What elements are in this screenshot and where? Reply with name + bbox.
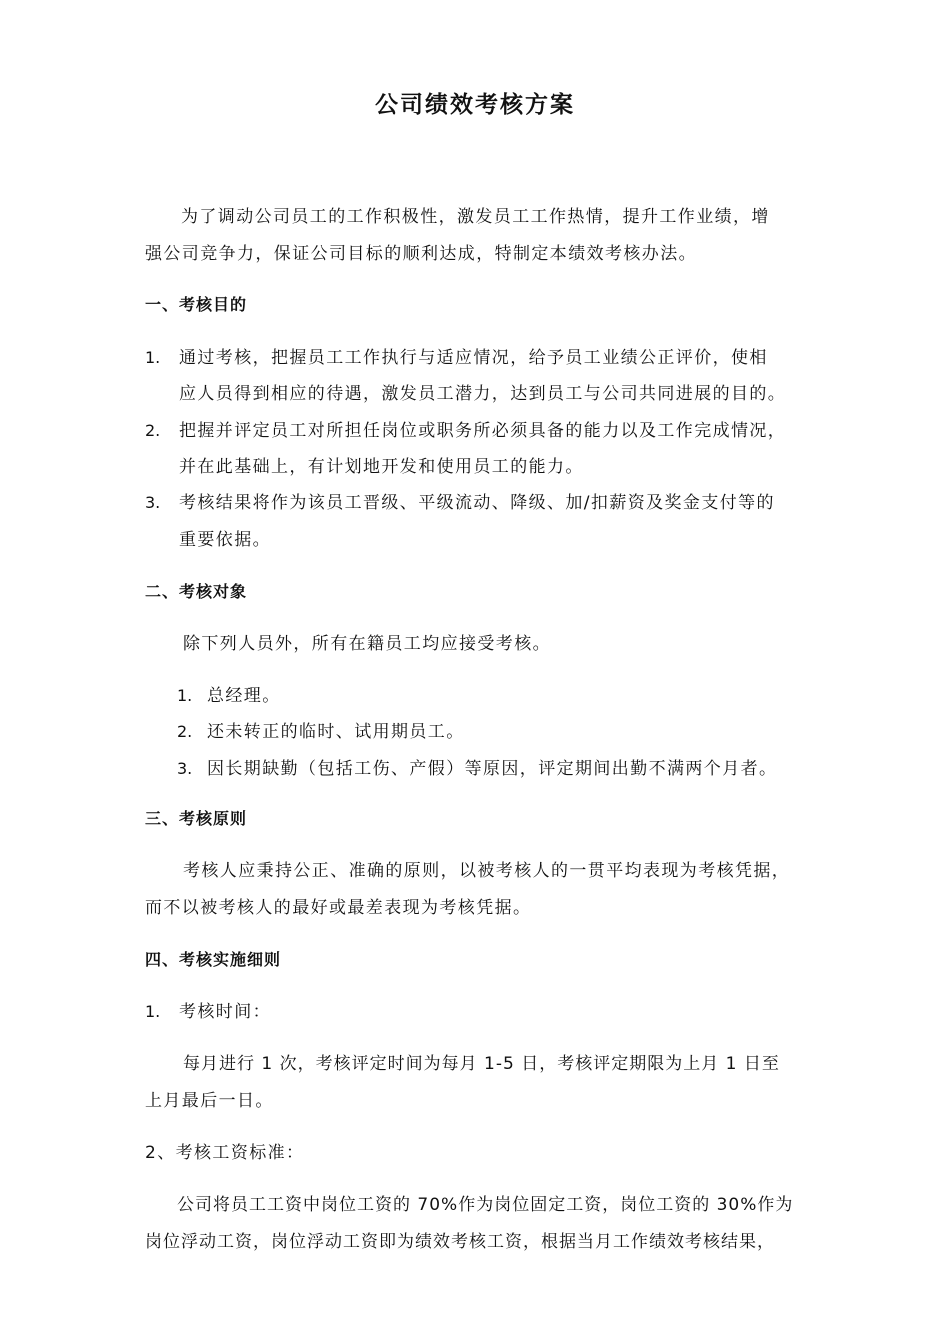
section-heading-details: 四、考核实施细则: [145, 950, 282, 969]
list-number: 2.: [145, 421, 161, 440]
assessment-time-line-1: 每月进行 1 次，考核评定时间为每月 1-5 日，考核评定期限为上月 1 日至: [183, 1054, 780, 1074]
list-number: 2.: [177, 722, 193, 741]
list-item-line: 应人员得到相应的待遇，激发员工潜力，达到员工与公司共同进展的目的。: [179, 384, 787, 404]
list-number: 3.: [145, 493, 161, 512]
wage-standard-line-1: 公司将员工工资中岗位工资的 70%作为岗位固定工资，岗位工资的 30%作为: [177, 1195, 794, 1215]
list-number: 1.: [177, 686, 193, 705]
section-heading-principles: 三、考核原则: [145, 809, 248, 828]
wage-standard-label: 2、考核工资标准：: [145, 1143, 305, 1163]
list-item-text: 总经理。: [207, 686, 281, 706]
list-item-text: 因长期缺勤（包括工伤、产假）等原因，评定期间出勤不满两个月者。: [207, 759, 778, 779]
scope-text: 除下列人员外，所有在籍员工均应接受考核。: [183, 634, 551, 654]
principles-line-1: 考核人应秉持公正、准确的原则，以被考核人的一贯平均表现为考核凭据，: [183, 861, 791, 881]
list-item-line: 考核结果将作为该员工晋级、平级流动、降级、加/扣薪资及奖金支付等的: [179, 493, 775, 513]
intro-line-2: 强公司竞争力，保证公司目标的顺利达成，特制定本绩效考核办法。: [145, 244, 697, 264]
wage-standard-line-2: 岗位浮动工资，岗位浮动工资即为绩效考核工资，根据当月工作绩效考核结果，: [145, 1232, 775, 1252]
list-item-text: 还未转正的临时、试用期员工。: [207, 722, 465, 742]
list-number: 1.: [145, 348, 161, 367]
principles-line-2: 而不以被考核人的最好或最差表现为考核凭据。: [145, 898, 532, 918]
assessment-time-line-2: 上月最后一日。: [145, 1091, 274, 1111]
list-item-line: 把握并评定员工对所担任岗位或职务所必须具备的能力以及工作完成情况，: [179, 421, 787, 441]
list-item-line: 并在此基础上，有计划地开发和使用员工的能力。: [179, 457, 584, 477]
assessment-time-label: 考核时间：: [179, 1002, 271, 1022]
document-title: 公司绩效考核方案: [375, 92, 575, 118]
list-item-line: 重要依据。: [179, 530, 271, 550]
list-number: 1.: [145, 1002, 161, 1021]
section-heading-scope: 二、考核对象: [145, 582, 248, 601]
list-number: 3.: [177, 759, 193, 778]
intro-line-1: 为了调动公司员工的工作积极性，激发员工工作热情，提升工作业绩，增: [181, 207, 770, 227]
section-heading-purpose: 一、考核目的: [145, 295, 248, 314]
list-item-line: 通过考核，把握员工工作执行与适应情况，给予员工业绩公正评价，使相: [179, 348, 768, 368]
